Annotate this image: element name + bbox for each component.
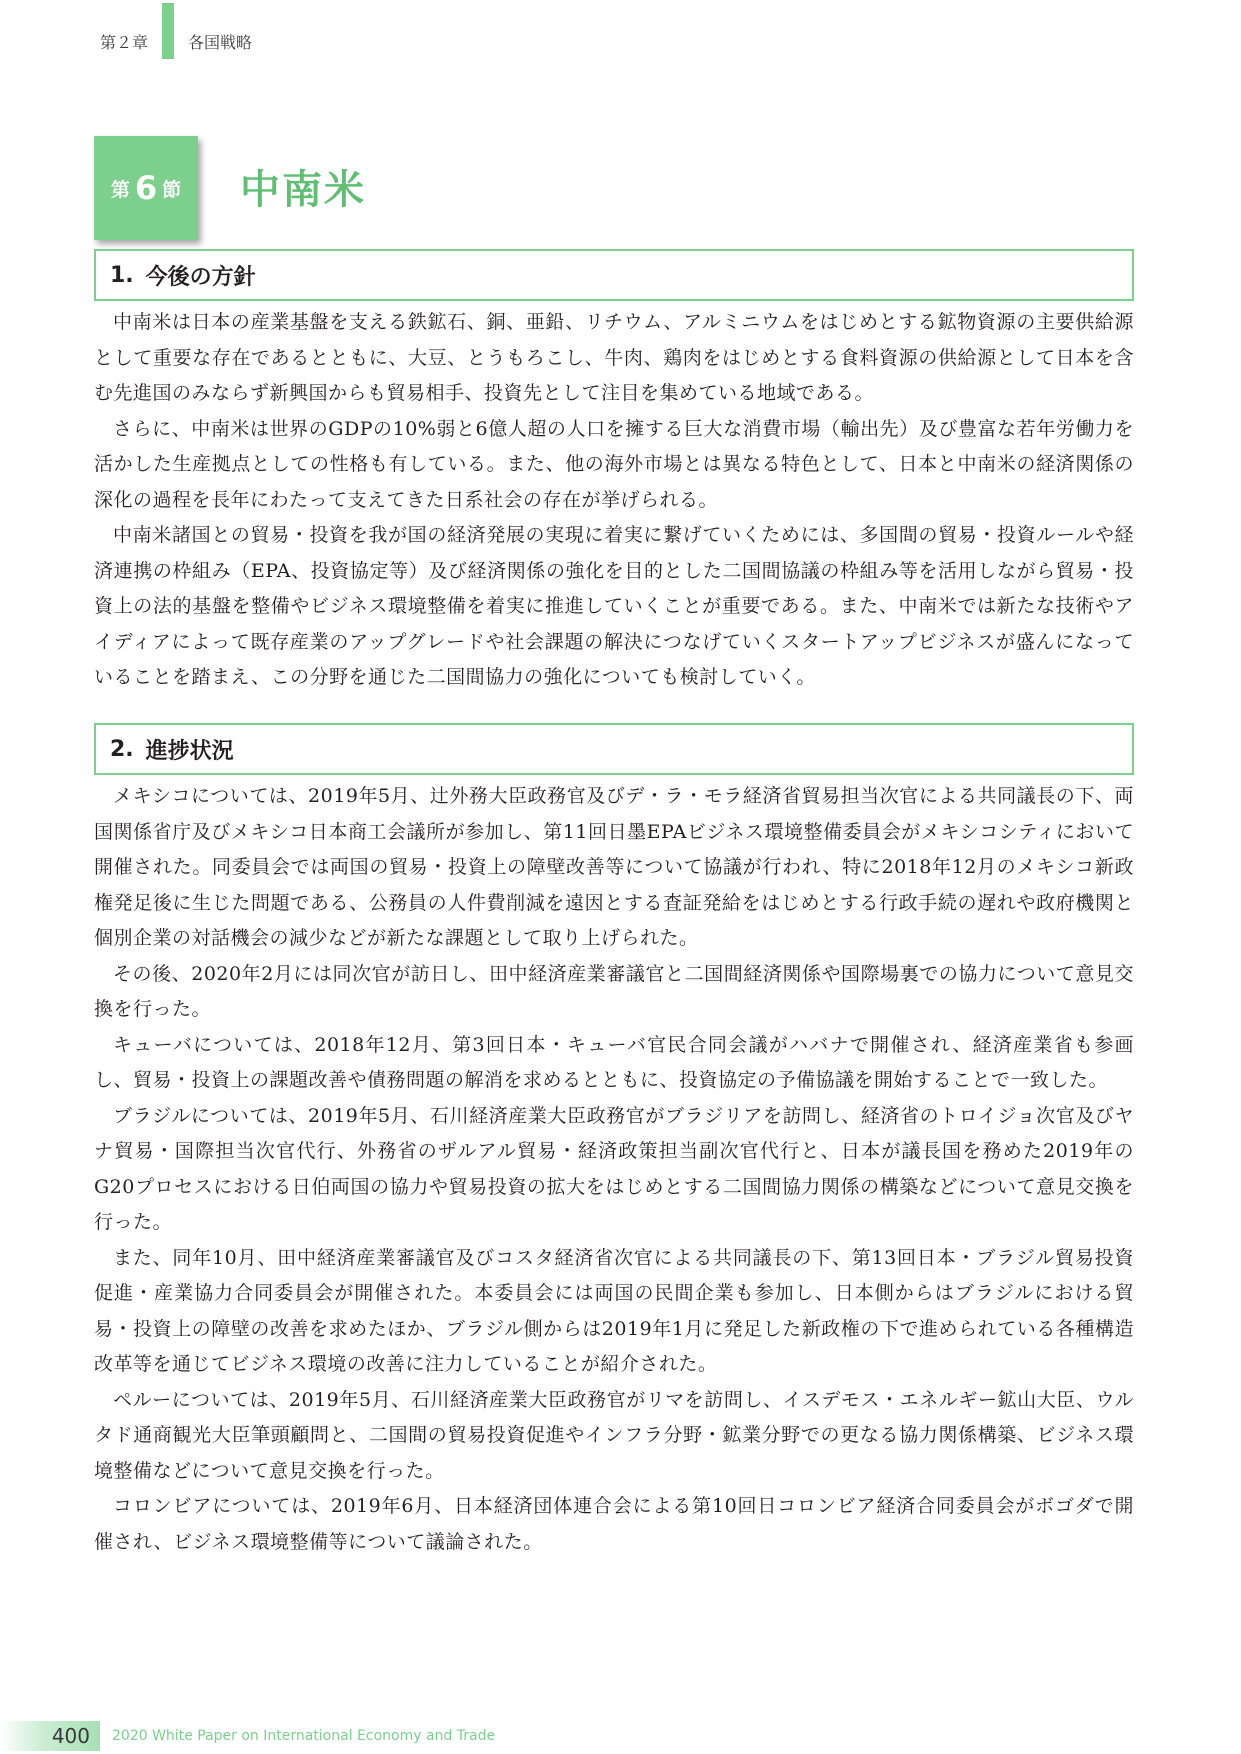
chapter-divider-bar [162, 3, 174, 59]
paragraph: コロンビアについては、2019年6月、日本経済団体連合会による第10回日コロンビア経済合同委員会がボゴダで開催され、ビジネス環境整備等について議論された。 [94, 1495, 1134, 1553]
section-number-badge [94, 136, 198, 240]
paragraph: キューバについては、2018年12月、第3回日本・キューバ官民合同会議がハバナで開催され、経済産業省も参画し、貿易・投資上の課題改善や債務問題の解消を求めるとともに、投資協定の予備協議を開始することで一致した。 [94, 1033, 1134, 1091]
page-footer [0, 1721, 1241, 1751]
chapter-label: 第２章 [100, 32, 149, 52]
publication-title: 2020 White Paper on International Economy and Trade [112, 1728, 496, 1744]
heading-policy [94, 249, 1134, 301]
section-suffix: 節 [162, 178, 182, 201]
section-number: 6 [134, 169, 158, 207]
paragraph: メキシコについては、2019年5月、辻外務大臣政務官及びデ・ラ・モラ経済省貿易担当次官による共同議長の下、両国関係省庁及びメキシコ日本商工会議所が参加し、第11回日墨EPAビジネス環境整備委員会がメキシコシティにおいて開催された。同委員会では両国の貿易・投資上の障壁改善等について協議が行われ、特に2018年12月のメキシコ新政権発足後に生じた問題である、公務員の人件費削減を遠因とする査証発給をはじめとする行政手続の遅れや政府機関と個別企業の対話機会の減少などが新たな課題として取り上げられた。 [94, 785, 1134, 949]
paragraph: さらに、中南米は世界のGDPの10%弱と6億人超の人口を擁する巨大な消費市場（輸出先）及び豊富な若年労働力を活かした生産拠点としての性格も有している。また、他の海外市場とは異なる特色として、日本と中南米の経済関係の深化の過程を長年にわたって支えてきた日系社会の存在が挙げられる。 [94, 417, 1134, 511]
section-prefix: 第 [110, 178, 130, 201]
heading-text: 進捗状況 [145, 738, 234, 764]
paragraph: また、同年10月、田中経済産業審議官及びコスタ経済省次官による共同議長の下、第13回日本・ブラジル貿易投資促進・産業協力合同委員会が開催された。本委員会には両国の民間企業も参加し、日本側からはブラジルにおける貿易・投資上の障壁の改善を求めたほか、ブラジル側からは2019年1月に発足した新政権の下で進められている各種構造改革等を通じてビジネス環境の改善に注力していることが紹介された。 [94, 1246, 1134, 1375]
page-number: 400 [0, 1721, 100, 1751]
paragraph: 中南米は日本の産業基盤を支える鉄鉱石、銅、亜鉛、リチウム、アルミニウムをはじめとする鉱物資源の主要供給源として重要な存在であるとともに、大豆、とうもろこし、牛肉、鶏肉をはじめとする食料資源の供給源として日本を含む先進国のみならず新興国からも貿易相手、投資先として注目を集めている地域である。 [94, 311, 1134, 404]
heading-progress [94, 723, 1134, 775]
section-name-label: 各国戦略 [188, 32, 253, 52]
paragraph: ペルーについては、2019年5月、石川経済産業大臣政務官がリマを訪問し、イスデモス・エネルギー鉱山大臣、ウルタド通商観光大臣筆頭顧問と、二国間の貿易投資促進やインフラ分野・鉱業分野での更なる協力関係構築、ビジネス環境整備などについて意見交換を行った。 [94, 1388, 1134, 1482]
heading-text: 今後の方針 [145, 264, 256, 290]
paragraph: 中南米諸国との貿易・投資を我が国の経済発展の実現に着実に繋げていくためには、多国間の貿易・投資ルールや経済連携の枠組み（EPA、投資協定等）及び経済関係の強化を目的とした二国間協議の枠組み等を活用しながら貿易・投資上の法的基盤を整備やビジネス環境整備を着実に推進していくことが重要である。また、中南米では新たな技術やアイディアによって既存産業のアップグレードや社会課題の解決につなげていくスタートアップビジネスが盛んになっていることを踏まえ、この分野を通じた二国間協力の強化についても検討していく。 [94, 524, 1134, 688]
progress-body [94, 779, 1134, 1560]
paragraph: その後、2020年2月には同次官が訪日し、田中経済産業審議官と二国間経済関係や国際場裏での協力について意見交換を行った。 [94, 962, 1134, 1020]
section-title: 中南米 [240, 167, 366, 213]
heading-number: 2. [110, 736, 134, 762]
running-head [100, 26, 252, 56]
policy-body [94, 305, 1134, 696]
heading-number: 1. [110, 262, 134, 288]
paragraph: ブラジルについては、2019年5月、石川経済産業大臣政務官がブラジリアを訪問し、経済省のトロイジョ次官及びヤナ貿易・国際担当次官代行、外務省のザルアル貿易・経済政策担当副次官代行と、日本が議長国を務めた2019年のG20プロセスにおける日伯両国の協力や貿易投資の拡大をはじめとする二国間協力関係の構築などについて意見交換を行った。 [94, 1104, 1134, 1233]
